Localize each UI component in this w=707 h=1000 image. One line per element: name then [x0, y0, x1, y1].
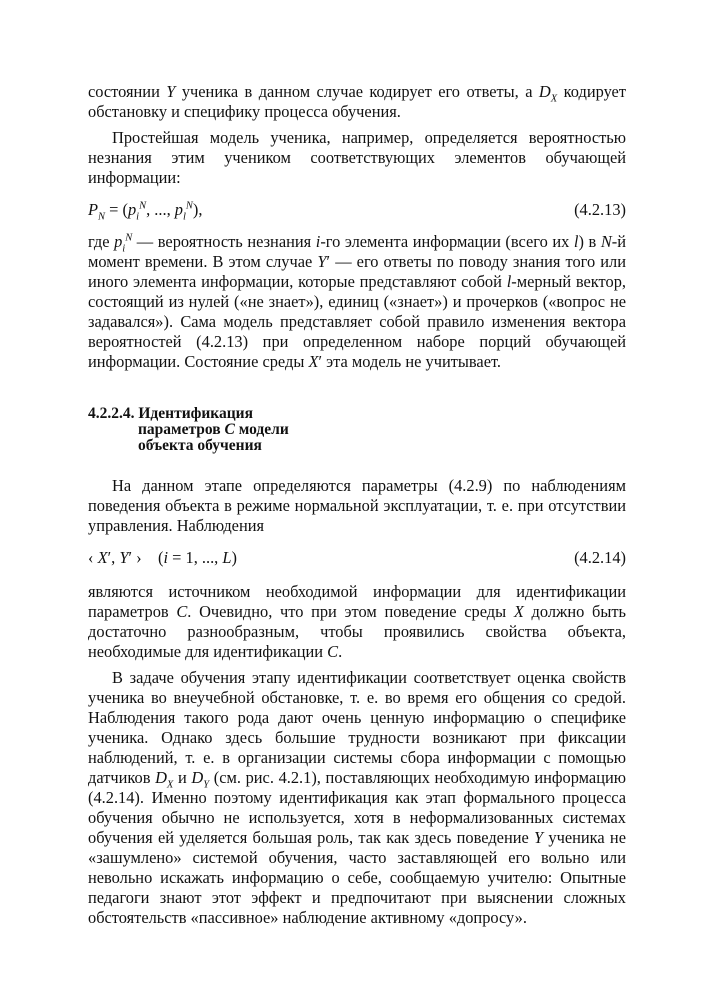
text: ученика в данном случае кодирует его ответы, а	[175, 82, 539, 101]
equation-body	[88, 548, 237, 567]
symbol-d: D	[155, 768, 167, 787]
text: -мерный вектор, состоящий из нулей («не знает»), единиц («знает») и прочерков («вопрос не задавался»). Сама модель представляет собой правило изменения вектора вероятностей (4.2.13) при определенном наборе порций обучающей информации. Состояние среды	[88, 272, 626, 371]
text: -го элемента информации (всего их	[320, 232, 574, 251]
symbol-x: X	[97, 548, 108, 567]
subscript-x: X	[166, 779, 174, 791]
heading-line-3: объекта обучения	[138, 437, 262, 454]
text: = (	[105, 200, 128, 219]
text: -й момент времени. В этом случае	[88, 232, 626, 271]
subscript-l: l	[182, 211, 186, 223]
equation-4-2-14	[88, 548, 626, 568]
text: В задаче обучения этапу идентификации соответствует оценка свойств ученика во внеучебной обстановке, т. е. во время его общения со средой. Наблюдения такого рода дают очень ценную информацию о специфике ученика. Однако здесь большие трудности возникают при фиксации наблюдений, т. е. в организации системы сбора информации с помощью датчиков	[88, 668, 626, 787]
subscript-x: X	[550, 93, 558, 105]
symbol-x: X	[513, 602, 524, 621]
superscript-n: N	[185, 200, 193, 212]
text: где	[88, 232, 115, 251]
text: — вероятность незнания	[132, 232, 316, 251]
text: ),	[192, 200, 203, 219]
equation-number: (4.2.13)	[574, 200, 626, 219]
superscript-n: N	[125, 232, 133, 244]
heading-line-2	[88, 422, 626, 438]
symbol-n: N	[600, 232, 612, 251]
symbol-i: i	[163, 548, 169, 567]
symbol-d: D	[191, 768, 204, 787]
symbol-i: i	[315, 232, 321, 251]
superscript-n: N	[139, 200, 147, 212]
text: ′ эта модель не учитывает.	[318, 352, 501, 371]
symbol-c: C	[176, 602, 188, 621]
symbol-c: C	[224, 421, 235, 438]
text: . Очевидно, что при этом поведение среды	[187, 602, 514, 621]
text: кодирует обстановку и специфику процесса обучения.	[88, 82, 626, 121]
page-content	[88, 82, 626, 928]
text: состоянии	[88, 82, 167, 101]
text: = 1, ...,	[168, 548, 223, 567]
heading-line-1: 4.2.2.4. Идентификация	[88, 405, 253, 422]
paragraph-2: Простейшая модель ученика, например, определяется вероятностью незнания этим учеником соответствующих элементов обучающей информации:	[88, 128, 626, 187]
symbol-y: Y	[534, 828, 544, 847]
text: ученика не «зашумлено» системой обучения, часто заставляющей его вольно или невольно искажать информацию о себе, сообщаемую учителю: Опытные педагоги знают этот эффект и предпочитают при выяснении сложных обстоятельств «пассивное» наблюдение активному «допросу».	[88, 828, 626, 927]
symbol-p: p	[127, 200, 137, 219]
text: и	[173, 768, 192, 787]
equation-4-2-13	[88, 200, 626, 223]
text: (см. рис. 4.2.1), поставляющих необходимую информацию (4.2.14). Именно поэтому идентификация как этап формального процесса обучения обычно не используется, хотя в неформализованных системах обучения ей уделяется большая роль, так как здесь поведение	[88, 768, 626, 847]
paragraph-4: На данном этапе определяются параметры (4.2.9) по наблюдениям поведения объекта в режиме нормальной эксплуатации, т. е. при отсутствии управления. Наблюдения	[88, 476, 626, 535]
text: являются источником необходимой информации для идентификации параметров	[88, 582, 626, 621]
subscript-i: i	[136, 211, 140, 223]
text: ) в	[578, 232, 601, 251]
symbol-y: Y	[317, 252, 327, 271]
symbol-y: Y	[119, 548, 129, 567]
paragraph-5	[88, 582, 626, 662]
paragraph-3	[88, 232, 626, 372]
symbol-y: Y	[166, 82, 176, 101]
subscript-i: i	[122, 243, 126, 255]
text: .	[338, 642, 343, 661]
section-heading	[88, 406, 626, 454]
symbol-l-upper: L	[222, 548, 232, 567]
symbol-x: X	[308, 352, 319, 371]
text: ′ — его ответы по поводу знания того или иного элемента информации, которые представляют собой	[88, 252, 627, 291]
paragraph-1	[88, 82, 626, 122]
symbol-p: p	[174, 200, 183, 219]
equation-number: (4.2.14)	[574, 548, 626, 567]
subscript-y: Y	[203, 779, 210, 791]
symbol-l: l	[506, 272, 512, 291]
text: модели	[234, 421, 289, 438]
text: ‹	[88, 548, 98, 567]
paragraph-6	[88, 668, 626, 928]
symbol-p: p	[114, 232, 123, 251]
equation-body	[88, 200, 203, 223]
subscript-n: N	[98, 211, 106, 223]
text: ′,	[107, 548, 120, 567]
text: должно быть достаточно разнообразным, чтобы проявились свойства объекта, необходимые для идентификации	[88, 602, 626, 661]
symbol-p-upper: P	[88, 200, 99, 219]
text: ′ ›	[128, 548, 142, 567]
text: (	[141, 548, 164, 567]
text: )	[231, 548, 237, 567]
symbol-l: l	[573, 232, 579, 251]
text: параметров	[138, 421, 225, 438]
symbol-c: C	[327, 642, 339, 661]
symbol-d: D	[538, 82, 551, 101]
text: , ...,	[146, 200, 175, 219]
